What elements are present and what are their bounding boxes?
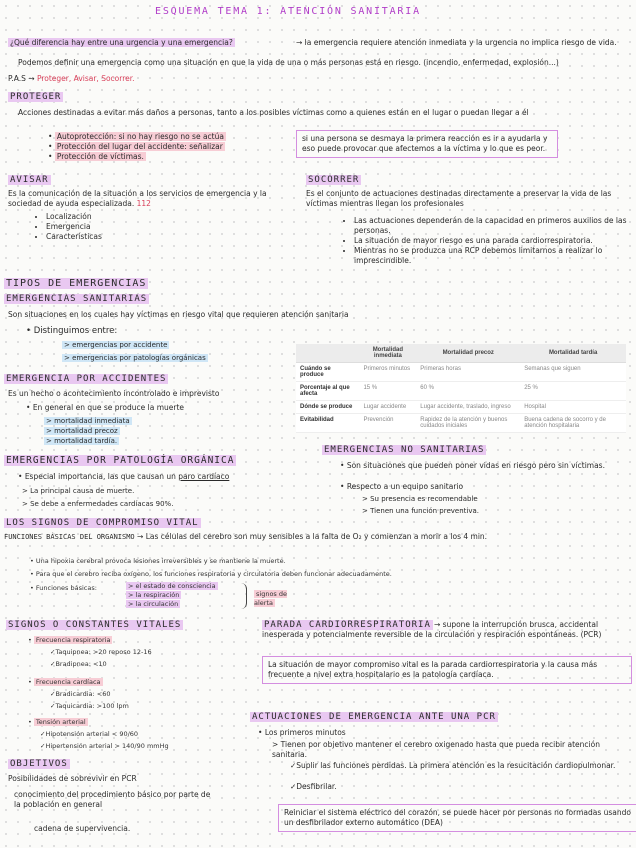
table-cell: Lugar accidente, traslado, ingreso: [416, 401, 520, 414]
sanitarias-heading-text: EMERGENCIAS SANITARIAS: [6, 294, 148, 304]
avisar-heading: [8, 175, 51, 185]
table-cell: Buena cadena de socorro y de atención hospitalaria: [520, 414, 626, 433]
pas-line: [8, 74, 135, 84]
table-cell: Prevención: [359, 414, 416, 433]
actuaciones-l4: ✓Desfibrilar.: [290, 782, 337, 791]
funcion-item: [126, 582, 218, 591]
taquipnea: ✓Taquipnea: >20 reposo 12-16: [50, 648, 152, 656]
socorrer-text: Es el conjunto de actuaciones destinadas directamente a preservar la vida de las víctimas mientras llegan los profesionales: [306, 189, 612, 208]
proteger-note-box: si una persona se desmaya la primera reacción es ir a ayudarla y eso puede provocar que afectemos a la víctima y lo que es peor.: [296, 130, 558, 158]
parada-heading-text: PARADA CARDIORRESPIRATORIA: [264, 620, 431, 630]
answer-text: → la emergencia requiere atención inmediata y la urgencia no implica riesgo de vida.: [296, 38, 617, 47]
mortality-table: [296, 344, 626, 433]
bradipnea: ✓Bradipnea: <10: [50, 660, 107, 668]
actuaciones-l1: • Los primeros minutos: [258, 728, 346, 737]
table-cell: 60 %: [416, 382, 520, 401]
organica-heading-text: EMERGENCIAS POR PATOLOGÍA ORGÁNICA: [6, 455, 235, 466]
actuaciones-note-box: Reiniciar el sistema eléctrico del corazón, se puede hacer por personas no formadas usando un desfibrilador externo automático (DEA): [278, 804, 636, 832]
table-header: [296, 344, 359, 363]
proteger-item-text: Protección de víctimas.: [56, 152, 144, 161]
signos-l3: • Para que el cerebro reciba oxígeno, los funciones respiratoria y circulatoria deben funcionar adecuadamente.: [30, 570, 392, 578]
accidentes-general: • En general en que se produce la muerte: [26, 403, 185, 412]
proteger-item-text: Autoprotección: si no hay riesgo no se actúa: [56, 132, 224, 141]
actuaciones-heading-text: ACTUACIONES DE EMERGENCIA ANTE UNA PCR: [252, 712, 496, 722]
nosanit-l3: > Su presencia es recomendable: [362, 495, 478, 503]
signos-l4: • Funciones básicas:: [30, 584, 97, 592]
hipertension: ✓Hipertensión arterial > 140/90 mmHg: [40, 742, 169, 750]
proteger-item: • Autoprotección: si no hay riesgo no se actúa: [48, 132, 224, 141]
mortalidad-item: [44, 426, 132, 436]
accidentes-heading: [4, 374, 168, 384]
proteger-text: Acciones destinadas a evitar más daños a personas, tanto a los posibles víctimas como a quienes están en el lugar o puedan llegar a él: [18, 108, 529, 117]
constantes-heading-text: SIGNOS O CONSTANTES VITALES: [8, 620, 182, 630]
mortalidad-item-text: > mortalidad precoz: [46, 427, 118, 435]
socorrer-list: [342, 216, 636, 266]
objetivos-heading-text: OBJETIVOS: [10, 759, 68, 769]
socorrer-item: • Mientras no se produzca una RCP debemos limitarnos a realizar lo imprescindible.: [354, 246, 636, 266]
table-cell: Semanas que siguen: [520, 363, 626, 382]
mortalidad-item-text: > mortalidad tardía.: [46, 437, 118, 445]
nosanit-l1-text: Son situaciones que pueden poner vidas en riesgo pero sin víctimas.: [346, 461, 605, 470]
table-cell: Rapidez de la atención y buenos cuidados iniciales: [416, 414, 520, 433]
socorrer-heading: [306, 175, 361, 185]
taquicardia: ✓Taquicardia: >100 lpm: [50, 702, 129, 710]
table-row: [296, 401, 626, 414]
signos-l4-text: Funciones básicas:: [35, 584, 97, 592]
actuaciones-l2: > Tienen por objetivo mantener el cerebro oxigenado hasta que pueda recibir atención sanitaria.: [272, 740, 600, 759]
table-cell: 15 %: [359, 382, 416, 401]
nosanit-l1: • Son situaciones que pueden poner vidas en riesgo pero sin víctimas.: [340, 461, 605, 470]
table-cell: Primeras horas: [416, 363, 520, 382]
tipo-accidente: [62, 340, 169, 350]
nosanit-heading-text: EMERGENCIAS NO SANITARIAS: [324, 445, 485, 455]
table-cell: Dónde se produce: [296, 401, 359, 414]
proteger-list: [48, 132, 226, 162]
alert-signs: [254, 590, 300, 608]
emergency-definition: Podemos definir una emergencia como una situación en que la vida de una o más personas está en riesgo. (incendio, enfermedad, explosión...): [18, 58, 559, 67]
socorrer-item: • Las actuaciones dependerán de la capacidad en primeros auxilios de las personas.: [354, 216, 636, 236]
alert-signs-text: signos de alerta: [254, 590, 287, 607]
table-row: [296, 382, 626, 401]
table-header: Mortalidad precoz: [416, 344, 520, 363]
actuaciones-heading: [250, 712, 498, 722]
sanitarias-def: Son situaciones en los cuales hay víctimas en riesgo vital que requieren atención sanitaria: [8, 310, 349, 319]
avisar-list: [34, 212, 102, 242]
avisar-text: [8, 189, 293, 209]
signos-heading: [4, 518, 201, 528]
proteger-item: • Protección de víctimas.: [48, 152, 144, 161]
avisar-heading-text: AVISAR: [10, 175, 49, 185]
tipo-organica-text: > emergencias por patologías orgánicas: [64, 354, 206, 362]
tipo-accidente-text: > emergencias por accidente: [64, 341, 168, 349]
page-title: ESQUEMA TEMA 1: ATENCIÓN SANITARIA: [155, 6, 421, 17]
objetivos-l3: cadena de supervivencia.: [34, 824, 131, 833]
objetivos-l2: conocimiento del procedimiento básico por parte de la población en general: [14, 790, 211, 809]
organica-l2: > La principal causa de muerte.: [22, 487, 135, 495]
fc-label: • Frecuencia cardíaca: [28, 678, 101, 686]
ta-label: • Tensión arterial: [28, 718, 86, 726]
table-cell: Evitabilidad: [296, 414, 359, 433]
table-row: [296, 414, 626, 433]
brace-icon: [238, 583, 247, 609]
signos-l3-text: Para que el cerebro reciba oxígeno, los funciones respiratoria y circulatoria deben funcionar adecuadamente.: [35, 570, 392, 578]
fc-label-text: Frecuencia cardíaca: [35, 678, 101, 686]
nosanit-l2-text: Respecto a un equipo sanitario: [346, 482, 464, 491]
proteger-heading: [8, 92, 63, 102]
emergency-number: 112: [136, 199, 151, 208]
organica-l1: • Especial importancia, las que causan un paro cardíaco: [18, 472, 230, 481]
nosanit-heading: [322, 445, 486, 455]
actuaciones-l1-text: Los primeros minutos: [264, 728, 346, 737]
funcion-item-text: > la respiración: [128, 591, 180, 599]
tipos-heading-text: TIPOS DE EMERGENCIAS: [6, 278, 147, 289]
proteger-item-text: Protección del lugar del accidente: señalizar: [56, 142, 223, 151]
mortalidad-item-text: > mortalidad inmediata: [46, 417, 130, 425]
funcion-item: [126, 591, 218, 600]
nosanit-l2: • Respecto a un equipo sanitario: [340, 482, 464, 491]
signos-l2: • Una hipoxia cerebral provoca lesiones irreversibles y se mantiene la muerte.: [30, 557, 286, 565]
mortalidad-item: [44, 416, 132, 426]
hipotension: ✓Hipotensión arterial < 90/60: [40, 730, 139, 738]
funciones-list: [126, 582, 218, 609]
table-header-row: [296, 344, 626, 363]
table-header: Mortalidad tardía: [520, 344, 626, 363]
table-cell: Hospital: [520, 401, 626, 414]
nosanit-l4: > Tienen una función preventiva.: [362, 507, 479, 515]
signos-l2-text: Una hipoxia cerebral provoca lesiones irreversibles y se mantiene la muerte.: [35, 557, 286, 565]
tipo-organica: [62, 353, 208, 363]
pas-protect: Proteger,: [36, 74, 74, 83]
avisar-item: • Emergencia: [46, 222, 102, 232]
accidentes-general-text: En general en que se produce la muerte: [32, 403, 185, 412]
objetivos-heading: [8, 759, 70, 769]
funcion-item: [126, 600, 218, 609]
sanitarias-heading: [4, 294, 149, 304]
accidentes-heading-text: EMERGENCIA POR ACCIDENTES: [6, 374, 167, 384]
signos-l1-text: → Las células del cerebro son muy sensibles a la falta de O₂ y comienzan a morir a los 4 min.: [137, 532, 488, 541]
table-cell: 25 %: [520, 382, 626, 401]
signos-heading-text: LOS SIGNOS DE COMPROMISO VITAL: [6, 518, 199, 528]
organica-l1-underline: paro cardíaco: [178, 472, 230, 481]
objetivos-l1: Posibilidades de sobrevivir en PCR: [8, 774, 137, 783]
mortalidad-item: [44, 436, 132, 446]
parada-text: → supone la interrupción brusca, accidental inesperada y potencialmente reversible de la circulación y respiración espontáneas. (PCR): [262, 620, 602, 639]
pas-warn: Avisar,: [73, 74, 102, 83]
funciones-basicas: FUNCIONES BÁSICAS DEL ORGANISMO: [4, 533, 135, 541]
tipos-heading: [4, 278, 148, 289]
bradicardia: ✓Bradicardia: <60: [50, 690, 111, 698]
mortalidad-list: [44, 416, 132, 446]
ta-label-text: Tensión arterial: [35, 718, 86, 726]
constantes-heading: [6, 620, 183, 630]
question-highlight: ¿Qué diferencia hay entre una urgencia y una emergencia?: [10, 38, 233, 47]
organica-l1-text: Especial importancia, las que causan un: [24, 472, 179, 481]
avisar-item: • Localización: [46, 212, 102, 222]
actuaciones-l3: ✓Suplir las funciones perdidas. La primera atención es la resucitación cardiopulmonar.: [290, 761, 616, 770]
pas-label: P.A.S →: [8, 74, 37, 83]
avisar-text-body: Es la comunicación de la situación a los servicios de emergencia y la sociedad de ayuda especializada.: [8, 189, 267, 208]
accidentes-text: Es un hecho o acontecimiento incontrolado e imprevisto: [8, 389, 220, 398]
avisar-item: • Características: [46, 232, 102, 242]
signos-l1: [4, 532, 630, 542]
table-cell: Porcentaje al que afecta: [296, 382, 359, 401]
organica-heading: [4, 455, 236, 466]
funcion-item-text: > el estado de consciencia: [128, 582, 216, 590]
distinguimos: • Distinguimos entre:: [26, 326, 118, 336]
table-row: [296, 363, 626, 382]
table-cell: Primeros minutos: [359, 363, 416, 382]
organica-l3: > Se debe a enfermedades cardíacas 90%.: [22, 500, 174, 508]
proteger-item: • Protección del lugar del accidente: señalizar: [48, 142, 223, 151]
proteger-heading-text: PROTEGER: [10, 92, 62, 102]
table-cell: Cuándo se produce: [296, 363, 359, 382]
distinguimos-text: Distinguimos entre:: [33, 326, 118, 336]
socorrer-heading-text: SOCORRER: [308, 175, 360, 185]
pas-help: Socorrer.: [101, 74, 135, 83]
parada-note-box: La situación de mayor compromiso vital es la parada cardiorrespiratoria y la causa más frecuente a nivel extra hospitalario es la patología cardíaca.: [262, 656, 632, 684]
fr-label-text: Frecuencia respiratoria: [35, 636, 111, 644]
socorrer-item: • La situación de mayor riesgo es una parada cardiorrespiratoria.: [354, 236, 636, 246]
question-text: [8, 38, 235, 48]
fr-label: • Frecuencia respiratoria: [28, 636, 111, 644]
funcion-item-text: > la circulación: [128, 600, 179, 608]
table-header: Mortalidad inmediata: [359, 344, 416, 363]
table-cell: Lugar accidente: [359, 401, 416, 414]
